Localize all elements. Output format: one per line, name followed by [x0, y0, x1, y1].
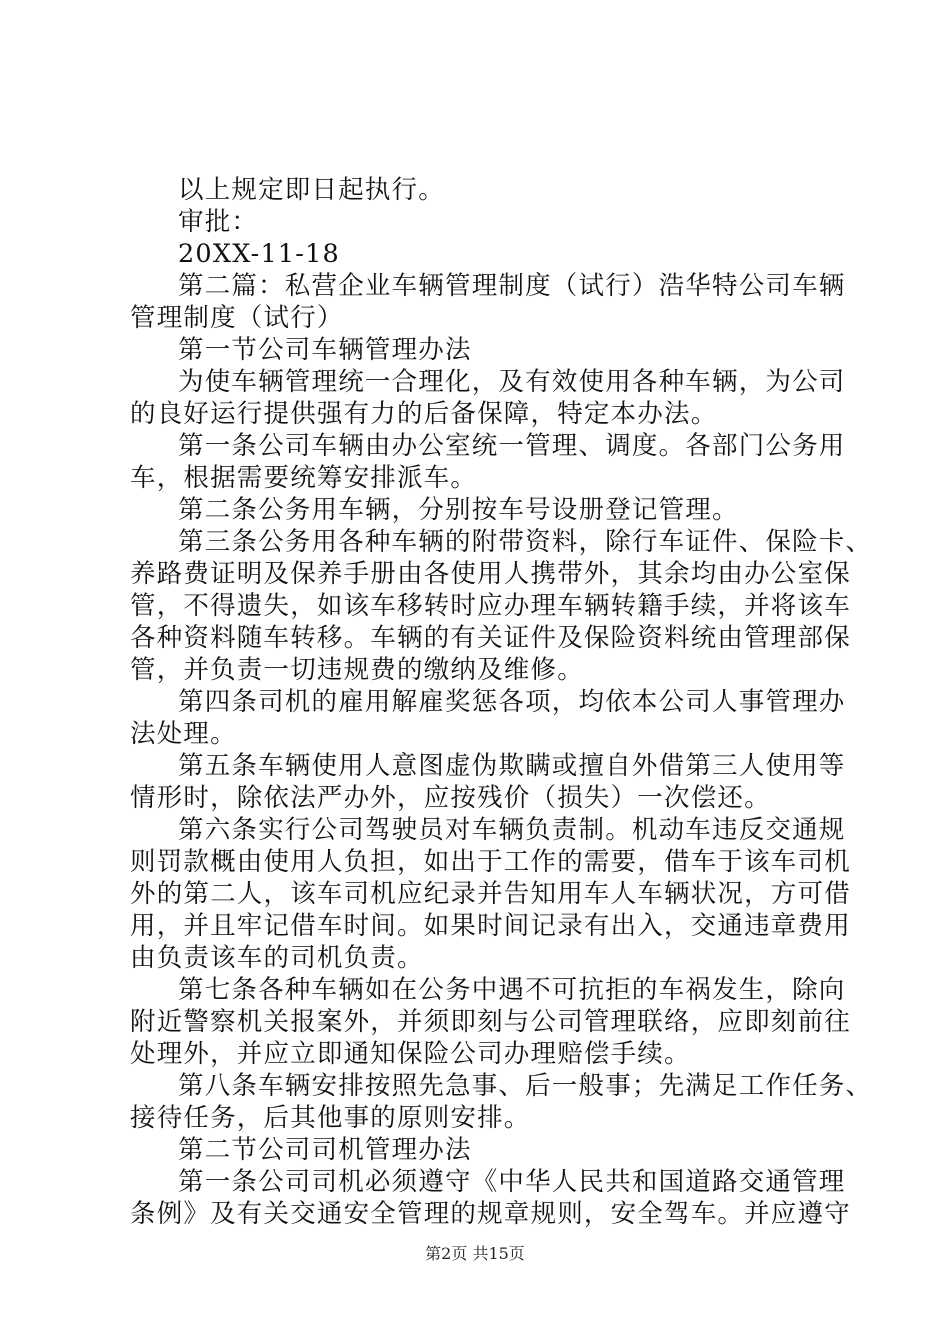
text-line: 为使车辆管理统一合理化，及有效使用各种车辆，为公司: [178, 367, 846, 397]
section-heading: 第一节公司车辆管理办法: [178, 335, 472, 365]
text-line: 以上规定即日起执行。: [178, 175, 446, 205]
text-line: 第一条公司车辆由办公室统一管理、调度。各部门公务用: [178, 431, 846, 461]
text-line: 则罚款概由使用人负担，如出于工作的需要，借车于该车司机: [130, 847, 851, 877]
text-line: 第二条公务用车辆，分别按车号设册登记管理。: [178, 495, 739, 525]
text-line: 车，根据需要统筹安排派车。: [130, 463, 478, 493]
text-line: 第一条公司司机必须遵守《中华人民共和国道路交通管理: [178, 1167, 846, 1197]
text-line: 第八条车辆安排按照先急事、后一般事；先满足工作任务、: [178, 1071, 873, 1101]
text-line: 第二篇：私营企业车辆管理制度（试行）浩华特公司车辆: [178, 271, 846, 301]
section-heading: 第二节公司司机管理办法: [178, 1135, 472, 1165]
text-line: 管，并负责一切违规费的缴纳及维修。: [130, 655, 584, 685]
text-line: 外的第二人，该车司机应纪录并告知用车人车辆状况，方可借: [130, 879, 851, 909]
text-line: 第六条实行公司驾驶员对车辆负责制。机动车违反交通规: [178, 815, 846, 845]
text-line: 管理制度（试行）: [130, 303, 344, 333]
text-line: 接待任务，后其他事的原则安排。: [130, 1103, 531, 1133]
text-line: 第四条司机的雇用解雇奖惩各项，均依本公司人事管理办: [178, 687, 846, 717]
text-line: 审批：: [178, 207, 259, 237]
text-line: 第五条车辆使用人意图虚伪欺瞒或擅自外借第三人使用等: [178, 751, 846, 781]
text-line: 法处理。: [130, 719, 237, 749]
document-body: [130, 174, 873, 1230]
text-line: 附近警察机关报案外，并须即刻与公司管理联络，应即刻前往: [130, 1007, 851, 1037]
text-line: 各种资料随车转移。车辆的有关证件及保险资料统由管理部保: [130, 623, 851, 653]
page-number-footer: 第2页 共15页: [425, 1244, 525, 1263]
text-line: 养路费证明及保养手册由各使用人携带外，其余均由办公室保: [130, 559, 851, 589]
text-line: 20XX-11-18: [178, 239, 340, 269]
text-line: 第三条公务用各种车辆的附带资料，除行车证件、保险卡、: [178, 527, 873, 557]
text-line: 的良好运行提供强有力的后备保障，特定本办法。: [130, 399, 718, 429]
text-line: 处理外，并应立即通知保险公司办理赔偿手续。: [130, 1039, 691, 1069]
text-line: 条例》及有关交通安全管理的规章规则，安全驾车。并应遵守: [130, 1199, 851, 1229]
text-line: 由负责该车的司机负责。: [130, 943, 424, 973]
text-line: 情形时，除依法严办外，应按残价（损失）一次偿还。: [130, 783, 771, 813]
text-line: 第七条各种车辆如在公务中遇不可抗拒的车祸发生，除向: [178, 975, 846, 1005]
text-line: 用，并且牢记借车时间。如果时间记录有出入，交通违章费用: [130, 911, 851, 941]
text-line: 管，不得遗失，如该车移转时应办理车辆转籍手续，并将该车: [130, 591, 851, 621]
